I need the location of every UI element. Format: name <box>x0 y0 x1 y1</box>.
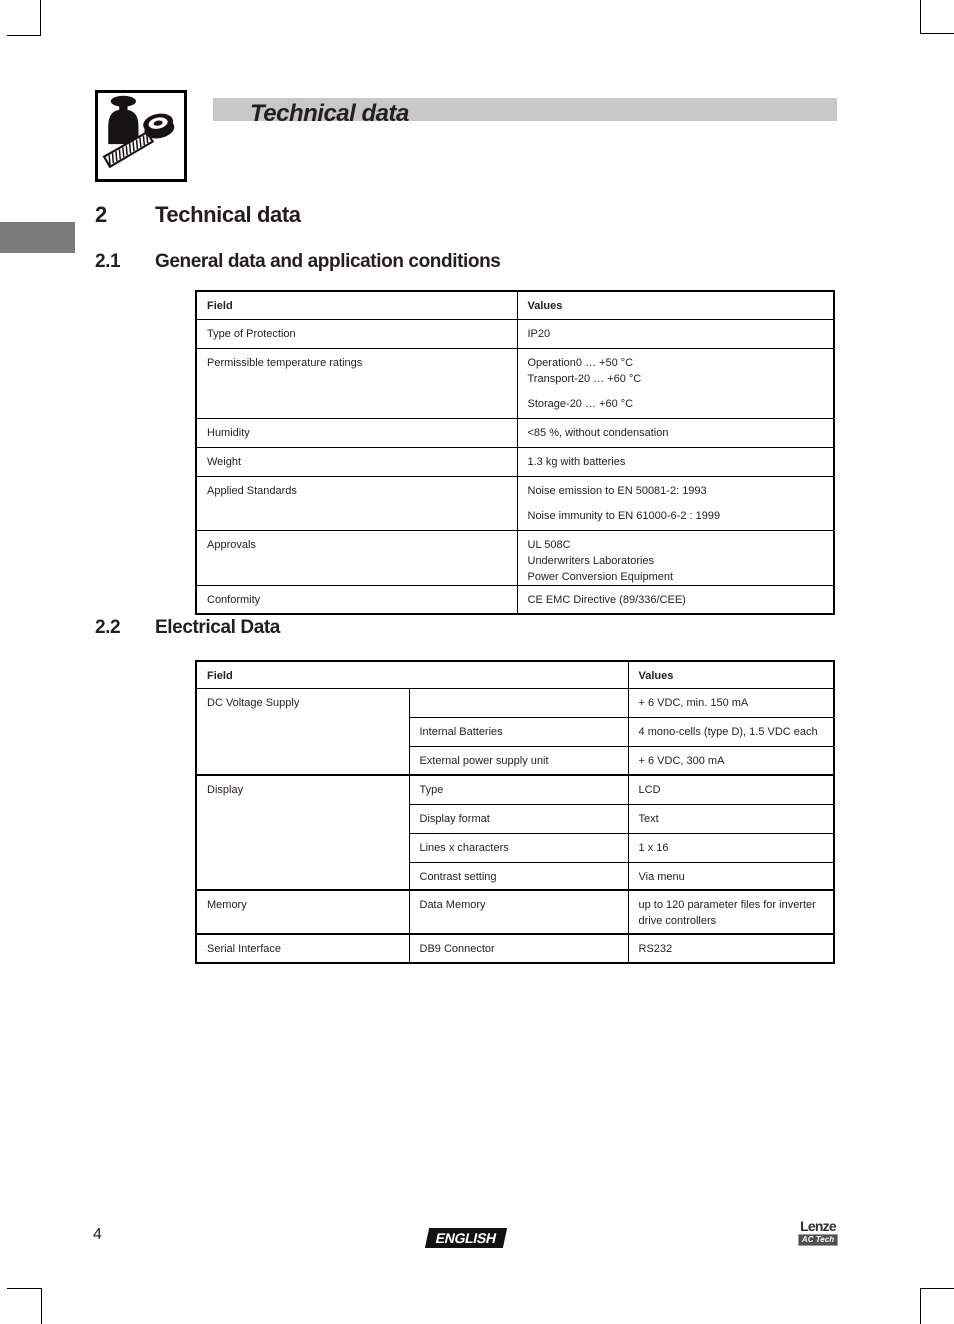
subfield-cell: Lines x characters <box>409 833 628 862</box>
general-data-table <box>195 290 835 615</box>
value-cell: IP20 <box>517 319 834 348</box>
value-cell: <85 %, without condensation <box>517 418 834 447</box>
value-cell: Text <box>628 804 834 833</box>
field-cell: Applied Standards <box>196 476 517 530</box>
value-text: Noise emission to EN 50081-2: 1993 <box>527 484 707 497</box>
value-text: 0 … +50 °C <box>575 356 634 369</box>
value-cell <box>517 530 834 585</box>
section-title: Electrical Data <box>155 617 280 638</box>
crop-mark-bottom-right <box>920 1288 954 1289</box>
field-cell: Memory <box>196 890 409 934</box>
table-row <box>196 418 834 447</box>
value-cell: 1 x 16 <box>628 833 834 862</box>
value-cell: + 6 VDC, min. 150 mA <box>628 688 834 717</box>
crop-mark-top-right <box>920 0 921 33</box>
weight-and-tape-measure-icon <box>99 92 183 181</box>
table-row <box>196 688 834 717</box>
value-cell: LCD <box>628 775 834 804</box>
crop-mark-bottom-right <box>920 1288 921 1324</box>
subfield-cell <box>409 688 628 717</box>
value-text: -20 … +60 °C <box>574 372 642 385</box>
value-cell: RS232 <box>628 934 834 963</box>
chapter-icon-box <box>95 90 187 182</box>
subfield-cell: Internal Batteries <box>409 717 628 746</box>
value-text: Noise immunity to EN 61000-6-2 : 1999 <box>527 509 721 522</box>
column-header-field: Field <box>196 661 628 688</box>
table-row <box>196 476 834 530</box>
value-text: EMC Directive (89/336/CEE) <box>545 593 686 606</box>
value-cell <box>517 476 834 530</box>
chapter-side-tab <box>0 222 75 253</box>
value-label: Transport <box>527 372 575 385</box>
crop-mark-bottom-left <box>41 1288 42 1324</box>
value-label: Operation <box>527 356 576 369</box>
table-row <box>196 348 834 418</box>
value-cell <box>517 348 834 418</box>
column-header-field: Field <box>196 291 517 319</box>
field-cell: DC Voltage Supply <box>196 688 409 775</box>
field-cell: Display <box>196 775 409 890</box>
section-title: General data and application conditions <box>155 251 501 272</box>
language-badge-label: ENGLISH <box>434 1230 498 1246</box>
value-label: CE <box>527 593 543 606</box>
table-row <box>196 775 834 804</box>
subfield-cell: External power supply unit <box>409 746 628 775</box>
table-row <box>196 319 834 348</box>
table-row <box>196 890 834 934</box>
value-cell: up to 120 parameter files for inverter drive controllers <box>628 890 834 934</box>
subfield-cell: Display format <box>409 804 628 833</box>
value-cell: Via menu <box>628 862 834 890</box>
subfield-cell: Contrast setting <box>409 862 628 890</box>
crop-mark-top-left <box>7 35 41 36</box>
field-cell: Permissible temperature ratings <box>196 348 517 418</box>
section-number: 2.2 <box>95 617 121 638</box>
section-title: Technical data <box>155 202 301 227</box>
brand-logo <box>798 1219 838 1246</box>
subfield-cell: Type <box>409 775 628 804</box>
column-header-values: Values <box>517 291 834 319</box>
brand-sub-badge: AC Tech <box>798 1234 838 1246</box>
table-row <box>196 585 834 614</box>
value-cell: 1.3 kg with batteries <box>517 447 834 476</box>
value-label: UL 508C <box>527 538 571 551</box>
table-row <box>196 530 834 585</box>
field-cell: Type of Protection <box>196 319 517 348</box>
page-number: 4 <box>93 1226 102 1243</box>
crop-mark-top-left <box>40 0 41 35</box>
field-cell: Approvals <box>196 530 517 585</box>
field-cell: Weight <box>196 447 517 476</box>
value-label: Storage <box>527 397 567 410</box>
subfield-cell: DB9 Connector <box>409 934 628 963</box>
section-number: 2.1 <box>95 251 121 272</box>
crop-mark-top-right <box>920 33 954 34</box>
value-cell: 4 mono-cells (type D), 1.5 VDC each <box>628 717 834 746</box>
field-cell: Humidity <box>196 418 517 447</box>
crop-mark-bottom-left <box>7 1288 41 1289</box>
table-header-row <box>196 291 834 319</box>
field-cell: Serial Interface <box>196 934 409 963</box>
value-cell <box>517 585 834 614</box>
field-cell: Conformity <box>196 585 517 614</box>
value-text: Underwriters Laboratories Power Conversion Equipment <box>527 554 674 583</box>
subfield-cell: Data Memory <box>409 890 628 934</box>
value-cell: + 6 VDC, 300 mA <box>628 746 834 775</box>
table-row <box>196 934 834 963</box>
table-row <box>196 447 834 476</box>
electrical-data-table <box>195 660 835 964</box>
running-title: Technical data <box>250 100 409 127</box>
brand-name: Lenze <box>800 1218 836 1234</box>
value-text: -20 … +60 °C <box>566 397 634 410</box>
section-number: 2 <box>95 202 107 227</box>
column-header-values: Values <box>628 661 834 688</box>
table-header-row <box>196 661 834 688</box>
language-badge <box>425 1228 507 1248</box>
